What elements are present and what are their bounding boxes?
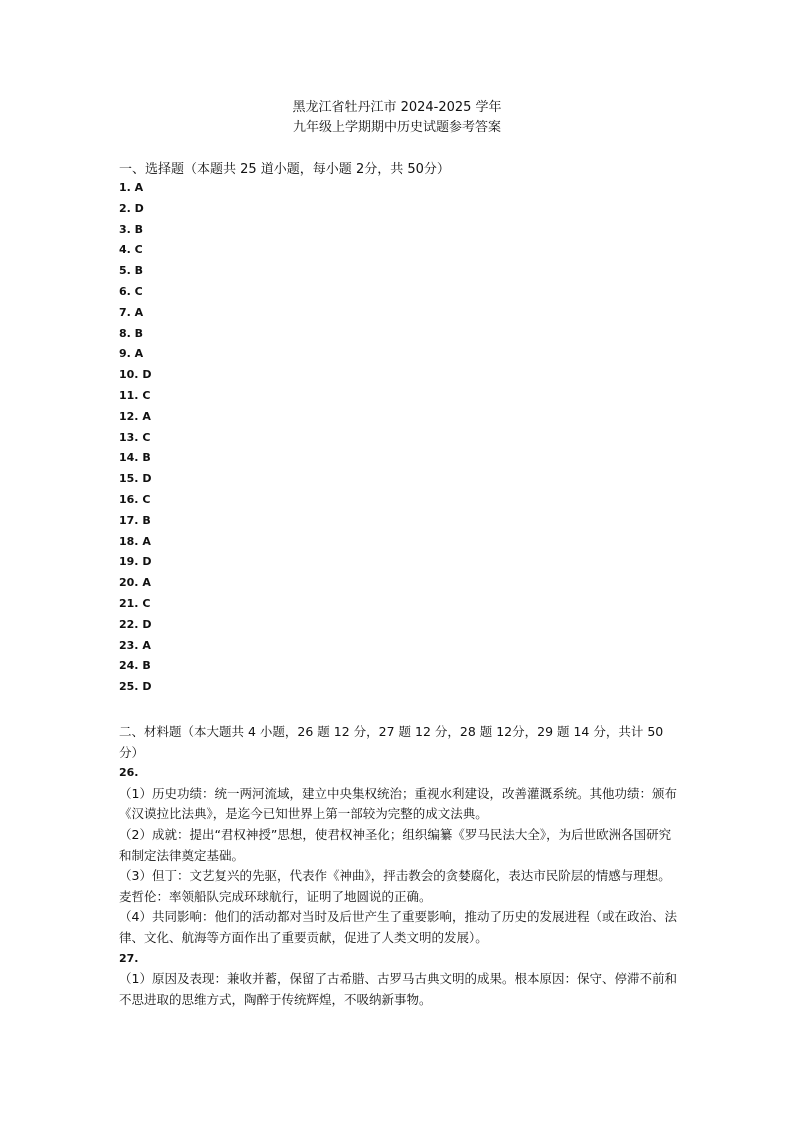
question-26-answer-2: （2）成就：提出“君权神授”思想，使君权神圣化；组织编纂《罗马民法大全》，为后世欧洲各国研究和制定法律奠定基础。 (119, 826, 672, 863)
question-26-answer-3: （3）但丁：文艺复兴的先驱，代表作《神曲》，抨击教会的贪婪腐化，表达市民阶层的情感与理想。麦哲伦：率领船队完成环球航行，证明了地圆说的正确。 (119, 868, 671, 904)
answer-item: 3. B (119, 222, 144, 236)
answer-item: 12. A (119, 409, 151, 423)
question-27-number: 27. (119, 951, 139, 965)
question-27-answer-1: （1）原因及表现：兼收并蓄，保留了古希腊、古罗马古典文明的成果。根本原因：保守、停滞不前和不思进取的思维方式，陶醉于传统辉煌，不吸纳新事物。 (119, 971, 677, 1007)
answer-item: 7. A (119, 305, 144, 319)
document-title-line2: 九年级上学期期中历史试题参考答案 (292, 120, 501, 135)
answer-item: 21. C (119, 596, 151, 610)
answer-list (119, 181, 151, 701)
answer-item: 18. A (119, 534, 151, 548)
answer-item: 23. A (119, 638, 151, 652)
answer-item: 1. A (119, 181, 144, 194)
answer-item: 2. D (119, 201, 144, 215)
answer-item: 19. D (119, 555, 152, 569)
answer-item: 4. C (119, 243, 143, 257)
answer-item: 15. D (119, 472, 152, 486)
section2-heading: 二、材料题（本大题共 4 小题，26 题 12 分，27 题 12 分，28 题 12分，29 题 14 分，共计 50分） (119, 724, 664, 760)
answer-item: 20. A (119, 576, 151, 590)
answer-item: 16. C (119, 492, 151, 506)
answer-item: 5. B (119, 264, 144, 278)
question-26-answer-4: （4）共同影响：他们的活动都对当时及后世产生了重要影响，推动了历史的发展进程（或在政治、法律、文化、航海等方面作出了重要贡献，促进了人类文明的发展）。 (119, 909, 677, 945)
section2 (119, 722, 679, 1010)
question-26-answer-1: （1）历史功绩：统一两河流域，建立中央集权统治；重视水利建设，改善灌溉系统。其他功绩：颁布《汉谟拉比法典》，是迄今已知世界上第一部较为完整的成文法典。 (119, 785, 677, 822)
answer-item: 25. D (119, 680, 152, 694)
question-26-number: 26. (119, 766, 139, 780)
answer-item: 17. B (119, 513, 151, 527)
answer-item: 24. B (119, 659, 151, 673)
answer-item: 22. D (119, 617, 152, 631)
section1-heading: 一、选择题（本题共 25 道小题，每小题 2分，共 50分） (119, 162, 450, 177)
answer-item: 6. C (119, 284, 143, 298)
answer-item: 9. A (119, 347, 144, 361)
answer-item: 8. B (119, 326, 144, 340)
answer-item: 14. B (119, 451, 151, 465)
answer-item: 10. D (119, 368, 152, 382)
answer-item: 11. C (119, 388, 151, 402)
document-title-line1: 黑龙江省牡丹江市 2024-2025 学年 (292, 100, 502, 115)
answer-item: 13. C (119, 430, 151, 444)
